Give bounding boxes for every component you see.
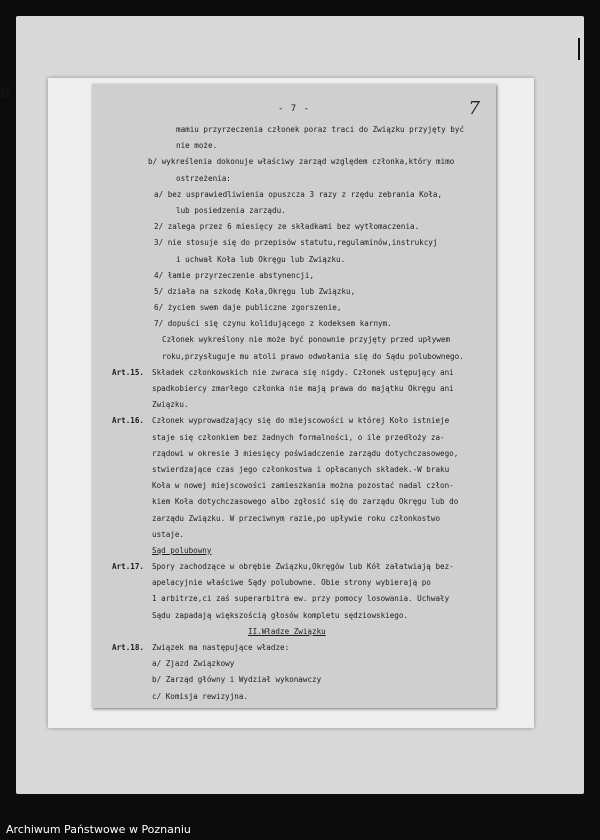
line-text: Członek wyprowadzający się do miejscowości w której Koło istnieje <box>152 416 450 426</box>
line-text: Członek wykreślony nie może być ponownie przyjęty przed upływem <box>162 335 451 345</box>
text-line <box>92 397 496 413</box>
text-line <box>92 332 496 348</box>
text-line <box>92 235 496 251</box>
text-line <box>92 252 496 268</box>
text-line <box>92 559 496 575</box>
text-line <box>92 300 496 316</box>
article-label: Art.17. <box>112 562 145 572</box>
text-line <box>92 608 496 624</box>
text-line <box>92 527 496 543</box>
line-text: Składek członkowskich nie zwraca się nigdy. Członek ustępujący ani <box>152 367 454 377</box>
text-line <box>92 591 496 607</box>
frame-edge-mark <box>578 38 580 60</box>
document-text <box>92 122 496 705</box>
text-line <box>92 511 496 527</box>
line-text: stwierdzające czas jego członkostwa i opłacanych składek.-W braku <box>152 464 450 474</box>
article-label: Art.15. <box>112 367 145 377</box>
line-text: mamiu przyrzeczenia członek poraz traci do Związku przyjęty być <box>176 125 465 134</box>
text-line <box>92 478 496 494</box>
line-text: lub posiedzenia zarządu. <box>176 205 286 215</box>
line-text: zarządu Związku. W przeciwnym razie,po upływie roku członkostwo <box>152 513 441 523</box>
text-line <box>92 203 496 219</box>
section-heading: Sąd polubowny <box>152 545 212 555</box>
article-label: Art.16. <box>112 416 145 426</box>
text-line <box>92 494 496 510</box>
text-line <box>92 187 496 203</box>
text-line <box>92 446 496 462</box>
line-text: 1 arbitrze,ci zaś superarbitra ew. przy pomocy losowania. Uchwały <box>152 594 450 604</box>
archive-label: Archiwum Państwowe w Poznaniu <box>6 823 191 836</box>
line-text: apelacyjnie właściwe Sądy polubowne. Obie strony wybierają po <box>152 578 431 588</box>
line-text: 4/ łamie przyrzeczenie abstynencji, <box>154 270 315 280</box>
line-text: kiem Koła dotychczasowego albo zgłosić się do zarządu Okręgu lub do <box>152 497 459 507</box>
text-line <box>92 413 496 429</box>
text-line <box>92 138 496 154</box>
line-text: ostrzeżenia: <box>176 173 231 183</box>
text-line <box>92 284 496 300</box>
frame-letter-mark: B <box>0 86 11 102</box>
line-text: c/ Komisja rewizyjna. <box>152 691 249 701</box>
line-text: b/ wykreślenia dokonuje właściwy zarząd względem członka,który mimo <box>148 157 455 167</box>
text-line <box>92 154 496 170</box>
handwritten-folio-number: 7 <box>468 98 480 119</box>
line-text: rządowi w okresie 3 miesięcy poświadczenie zarządu dotychczasowego, <box>152 448 459 458</box>
text-line <box>92 689 496 705</box>
text-line <box>92 543 496 559</box>
text-line <box>92 640 496 656</box>
line-text: a/ bez usprawiedliwienia opuszcza 3 razy z rzędu zebrania Koła, <box>154 189 443 199</box>
line-text: ustaje. <box>152 529 185 539</box>
text-line <box>92 171 496 187</box>
line-text: staje się członkiem bez żadnych formalności, o ile przedłoży za- <box>152 432 445 442</box>
line-text: Związek ma następujące władze: <box>152 643 290 652</box>
text-line <box>92 219 496 235</box>
line-text: b/ Zarząd główny i Wydział wykonawczy <box>152 675 322 685</box>
text-line <box>92 316 496 332</box>
line-text: Sądu zapadają większością głosów kompletu sędziowskiego. <box>152 610 409 620</box>
document-page <box>92 84 496 708</box>
text-line <box>92 268 496 284</box>
line-text: 2/ zalega przez 6 miesięcy ze składkami bez wytłomaczenia. <box>154 222 420 232</box>
line-text: i uchwał Koła lub Okręgu lub Związku. <box>176 254 346 264</box>
line-text: spadkobiercy zmarłego członka nie mają prawa do majątku Okręgu ani <box>152 384 454 393</box>
line-text: 5/ działa na szkodę Koła,Okręgu lub Związku, <box>154 286 356 296</box>
text-line <box>92 462 496 478</box>
text-line <box>92 672 496 688</box>
line-text: 3/ nie stosuje się do przepisów statutu,regulaminów,instrukcyj <box>154 238 438 248</box>
section-heading: II.Władze Związku <box>248 626 326 636</box>
line-text: a/ Zjazd Związkowy <box>152 659 235 669</box>
line-text: Koła w nowej miejscowości zamieszkania można pozostać nadal człon- <box>152 481 454 491</box>
text-line <box>92 656 496 672</box>
line-text: roku,przysługuje mu atoli prawo odwołania się do Sądu polubownego. <box>162 351 464 361</box>
text-line <box>92 624 496 640</box>
article-label: Art.18. <box>112 643 145 652</box>
text-line <box>92 430 496 446</box>
line-text: nie może. <box>176 141 218 151</box>
line-text: 6/ życiem swem daje publiczne zgorszenie, <box>154 303 342 313</box>
text-line <box>92 122 496 138</box>
line-text: Związku. <box>152 400 189 410</box>
line-text: 7/ dopuści się czynu kolidującego z kodeksem karnym. <box>154 319 392 329</box>
page-number: - 7 - <box>277 104 311 114</box>
text-line <box>92 349 496 365</box>
text-line <box>92 365 496 381</box>
text-line <box>92 575 496 591</box>
text-line <box>92 381 496 397</box>
line-text: Spory zachodzące w obrębie Związku,Okręgów lub Kół załatwiają bez- <box>152 562 454 572</box>
